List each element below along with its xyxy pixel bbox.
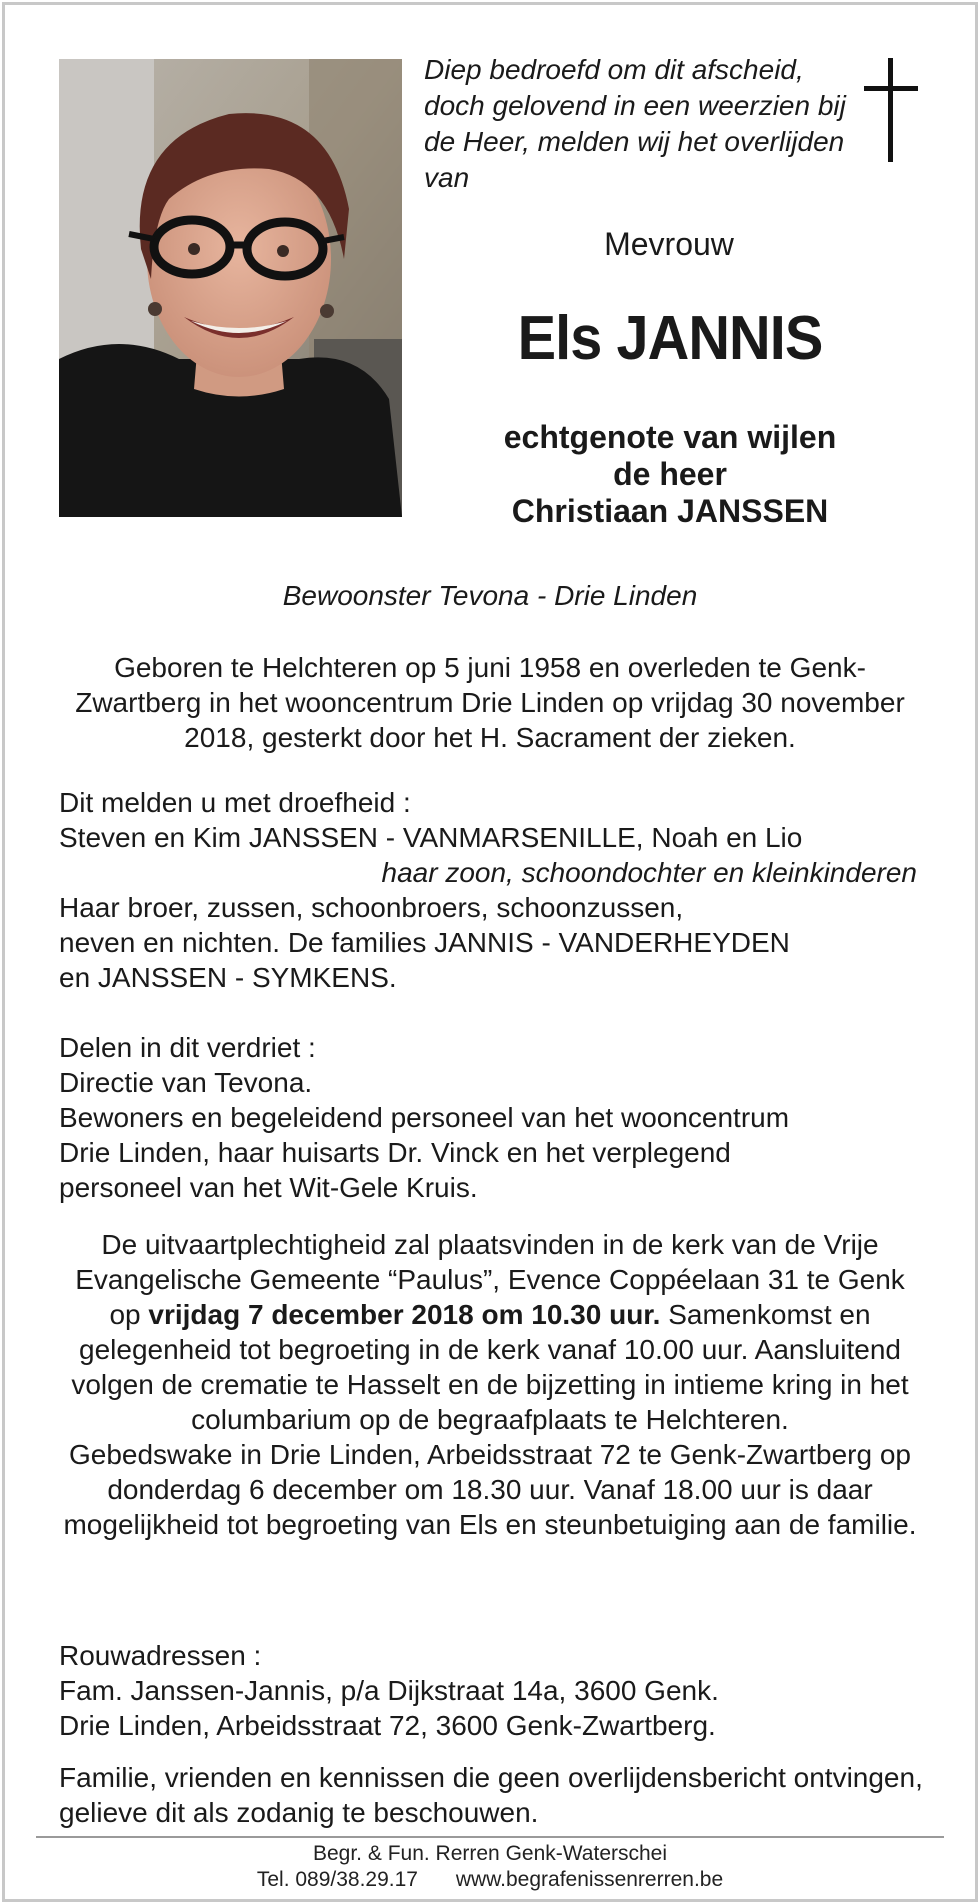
mourners-line-1: Steven en Kim JANSSEN - VANMARSENILLE, Noah en Lio [59,822,803,853]
portrait-photo [59,59,402,517]
footer-divider [36,1836,944,1838]
footer-contact [36,1867,944,1893]
spouse-line-1: echtgenote van wijlen [503,419,837,455]
mourners-section [59,785,929,995]
cross-icon [856,58,926,162]
sharing-heading: Delen in dit verdriet : [59,1032,316,1063]
mourners-line-4: en JANSSEN - SYMKENS. [59,962,397,993]
family-note: Familie, vrienden en kennissen die geen overlijdensbericht ontvingen, gelieve dit als zodanig te beschouwen. [59,1762,923,1828]
address-line-2: Drie Linden, Arbeidsstraat 72, 3600 Genk-Zwartberg. [59,1710,716,1741]
wake-paragraph: Gebedswake in Drie Linden, Arbeidsstraat 72 te Genk-Zwartberg op donderdag 6 december om 18.30 uur. Vanaf 18.00 uur is daar mogelijkheid tot begroeting van Els en steunbetuiging aan de familie. [63,1439,917,1540]
mourners-line-2: Haar broer, zussen, schoonbroers, schoonzussen, [59,892,684,923]
sharing-line-1: Directie van Tevona. [59,1067,313,1098]
addresses-heading: Rouwadressen : [59,1640,262,1671]
ceremony-paragraph [59,1227,921,1437]
deceased-name: Els JANNIS [517,304,823,373]
mourners-heading: Dit melden u met droefheid : [59,787,411,818]
ceremony-section [59,1227,921,1542]
spouse-line-2: de heer [613,456,727,492]
footer [36,1841,944,1893]
ceremony-intro: De uitvaartplechtigheid zal plaatsvinden in de kerk van de Vrije Evangelische Gemeente “Paulus”, Evence Coppéelaan 31 te Genk op [75,1229,905,1330]
footer-website: www.begrafenissenrerren.be [455,1868,724,1891]
address-line-1: Fam. Janssen-Jannis, p/a Dijkstraat 14a, 3600 Genk. [59,1675,719,1706]
ceremony-details: Samenkomst en gelegenheid tot begroeting in de kerk vanaf 10.00 uur. Aansluitend volgen de crematie te Hasselt en de bijzetting in intieme kring in het columbarium op de begraafplaats te Helchteren. [71,1299,909,1435]
mourners-line-3: neven en nichten. De families JANNIS - VANDERHEYDEN [59,927,790,958]
resident-line: Bewoonster Tevona - Drie Linden [282,580,698,611]
footer-phone: Tel. 089/38.29.17 [256,1868,418,1891]
sharing-section [59,1030,929,1205]
mourners-relation: haar zoon, schoondochter en kleinkinderen [381,857,917,888]
ceremony-date: vrijdag 7 december 2018 om 10.30 uur. [148,1299,661,1330]
intro-text: Diep bedroefd om dit afscheid, doch gelovend in een weerzien bij de Heer, melden wij het overlijden van [424,54,846,193]
sharing-line-4: personeel van het Wit-Gele Kruis. [59,1172,478,1203]
honorific: Mevrouw [604,226,734,262]
birth-death-paragraph: Geboren te Helchteren op 5 juni 1958 en overleden te Genk-Zwartberg in het wooncentrum Drie Linden op vrijdag 30 november 2018, gesterkt door het H. Sacrament der zieken. [75,652,905,753]
addresses-section [59,1638,929,1743]
spouse-block [440,419,900,530]
funeral-company: Begr. & Fun. Rerren Genk-Waterschei [312,1842,668,1865]
sharing-line-2: Bewoners en begeleidend personeel van het wooncentrum [59,1102,790,1133]
spouse-line-3: Christiaan JANSSEN [511,493,829,529]
sharing-line-3: Drie Linden, haar huisarts Dr. Vinck en het verplegend [59,1137,731,1168]
